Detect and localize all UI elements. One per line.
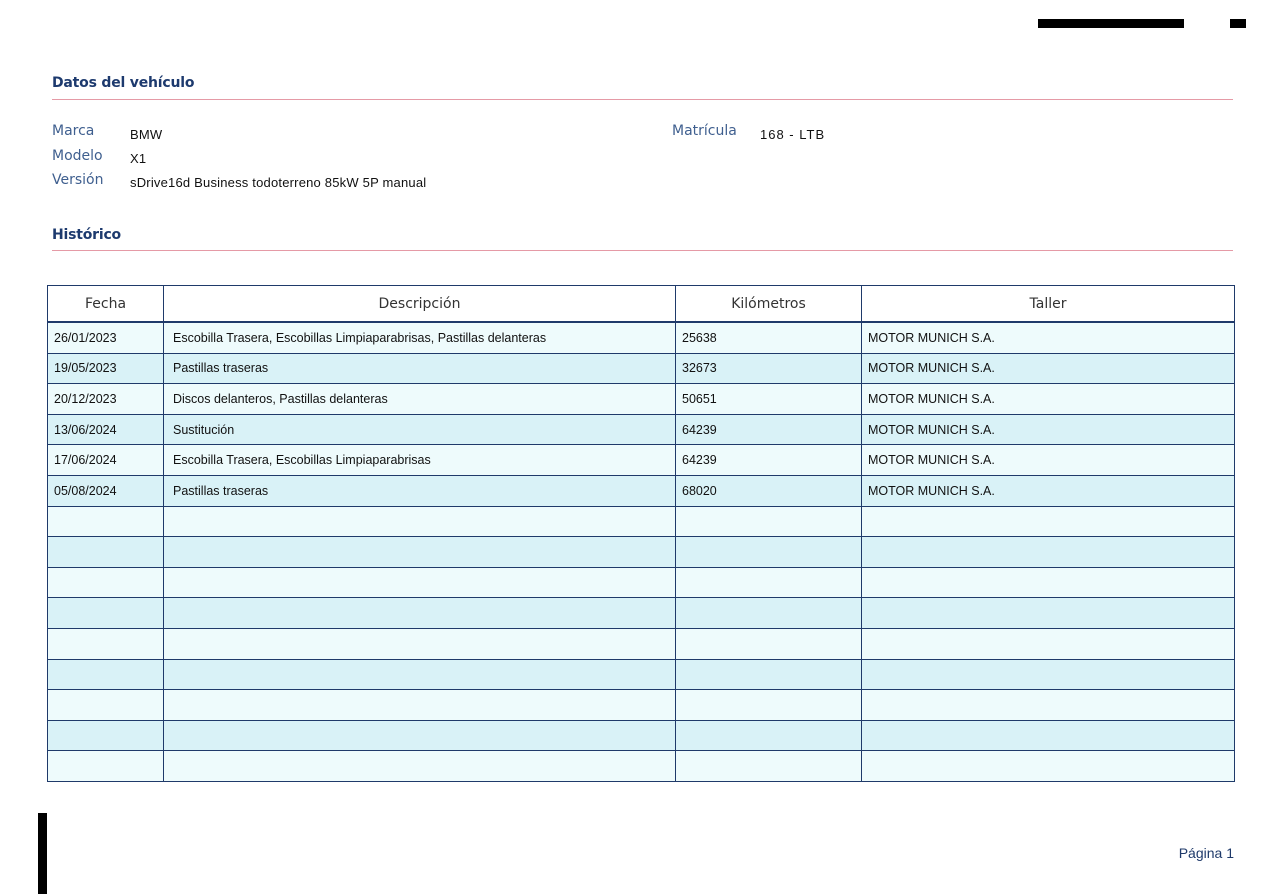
- cell-date: 19/05/2023: [48, 353, 164, 384]
- cell-kilometers: [676, 506, 862, 537]
- cell-workshop: [862, 567, 1235, 598]
- cell-description: [164, 720, 676, 751]
- cell-date: 05/08/2024: [48, 475, 164, 506]
- table-row: [48, 322, 1235, 353]
- history-section-title: Histórico: [52, 227, 121, 243]
- cell-kilometers: [676, 751, 862, 782]
- cell-date: 20/12/2023: [48, 384, 164, 415]
- cell-workshop: [862, 659, 1235, 690]
- cell-description: [164, 690, 676, 721]
- cell-workshop: MOTOR MUNICH S.A.: [862, 384, 1235, 415]
- cell-date: [48, 598, 164, 629]
- cell-date: 17/06/2024: [48, 445, 164, 476]
- table-row: [48, 690, 1235, 721]
- plate-value: 168 - LTB: [760, 127, 826, 142]
- header-decoration-bar: [1038, 19, 1184, 28]
- cell-date: 26/01/2023: [48, 322, 164, 353]
- cell-date: [48, 751, 164, 782]
- cell-kilometers: 32673: [676, 353, 862, 384]
- cell-date: [48, 628, 164, 659]
- table-row: [48, 353, 1235, 384]
- cell-date: [48, 720, 164, 751]
- cell-description: Sustitución: [164, 414, 676, 445]
- table-row: [48, 506, 1235, 537]
- vehicle-section-rule: [52, 99, 1233, 100]
- cell-description: Escobilla Trasera, Escobillas Limpiaparabrisas, Pastillas delanteras: [164, 322, 676, 353]
- cell-description: Pastillas traseras: [164, 353, 676, 384]
- column-header-workshop: Taller: [862, 286, 1235, 323]
- table-row: [48, 567, 1235, 598]
- history-table: [47, 285, 1235, 782]
- vehicle-section-title: Datos del vehículo: [52, 75, 195, 91]
- table-row: [48, 659, 1235, 690]
- column-header-date: Fecha: [48, 286, 164, 323]
- cell-kilometers: [676, 567, 862, 598]
- column-header-kilometers: Kilómetros: [676, 286, 862, 323]
- margin-decoration-bar: [38, 813, 47, 894]
- model-value: X1: [130, 151, 147, 166]
- cell-description: Discos delanteros, Pastillas delanteras: [164, 384, 676, 415]
- cell-kilometers: [676, 537, 862, 568]
- cell-kilometers: 25638: [676, 322, 862, 353]
- table-row: [48, 598, 1235, 629]
- history-header-row: [48, 286, 1235, 323]
- cell-date: [48, 567, 164, 598]
- column-header-description: Descripción: [164, 286, 676, 323]
- cell-workshop: MOTOR MUNICH S.A.: [862, 353, 1235, 384]
- plate-label: Matrícula: [672, 123, 737, 139]
- table-row: [48, 414, 1235, 445]
- cell-kilometers: 64239: [676, 445, 862, 476]
- cell-kilometers: [676, 720, 862, 751]
- brand-value: BMW: [130, 127, 163, 142]
- version-label: Versión: [52, 172, 104, 188]
- table-row: [48, 751, 1235, 782]
- cell-description: [164, 598, 676, 629]
- cell-description: [164, 567, 676, 598]
- model-label: Modelo: [52, 148, 103, 164]
- cell-workshop: MOTOR MUNICH S.A.: [862, 475, 1235, 506]
- cell-description: [164, 751, 676, 782]
- cell-date: [48, 537, 164, 568]
- cell-workshop: MOTOR MUNICH S.A.: [862, 414, 1235, 445]
- cell-description: [164, 537, 676, 568]
- cell-description: [164, 659, 676, 690]
- cell-kilometers: [676, 628, 862, 659]
- cell-workshop: [862, 628, 1235, 659]
- cell-workshop: [862, 598, 1235, 629]
- table-row: [48, 445, 1235, 476]
- cell-description: Pastillas traseras: [164, 475, 676, 506]
- cell-workshop: MOTOR MUNICH S.A.: [862, 322, 1235, 353]
- cell-workshop: [862, 690, 1235, 721]
- cell-description: Escobilla Trasera, Escobillas Limpiaparabrisas: [164, 445, 676, 476]
- cell-date: [48, 506, 164, 537]
- cell-date: 13/06/2024: [48, 414, 164, 445]
- cell-workshop: MOTOR MUNICH S.A.: [862, 445, 1235, 476]
- cell-description: [164, 628, 676, 659]
- cell-description: [164, 506, 676, 537]
- history-section-rule: [52, 250, 1233, 251]
- table-row: [48, 720, 1235, 751]
- table-row: [48, 628, 1235, 659]
- brand-label: Marca: [52, 123, 95, 139]
- cell-kilometers: [676, 659, 862, 690]
- cell-date: [48, 659, 164, 690]
- cell-kilometers: [676, 690, 862, 721]
- cell-workshop: [862, 506, 1235, 537]
- header-decoration-mark: [1230, 19, 1246, 28]
- cell-workshop: [862, 751, 1235, 782]
- cell-workshop: [862, 537, 1235, 568]
- cell-kilometers: 64239: [676, 414, 862, 445]
- cell-date: [48, 690, 164, 721]
- cell-kilometers: 68020: [676, 475, 862, 506]
- version-value: sDrive16d Business todoterreno 85kW 5P manual: [130, 175, 427, 190]
- cell-kilometers: [676, 598, 862, 629]
- table-row: [48, 475, 1235, 506]
- cell-kilometers: 50651: [676, 384, 862, 415]
- table-row: [48, 537, 1235, 568]
- table-row: [48, 384, 1235, 415]
- page-number: Página 1: [1178, 845, 1234, 861]
- cell-workshop: [862, 720, 1235, 751]
